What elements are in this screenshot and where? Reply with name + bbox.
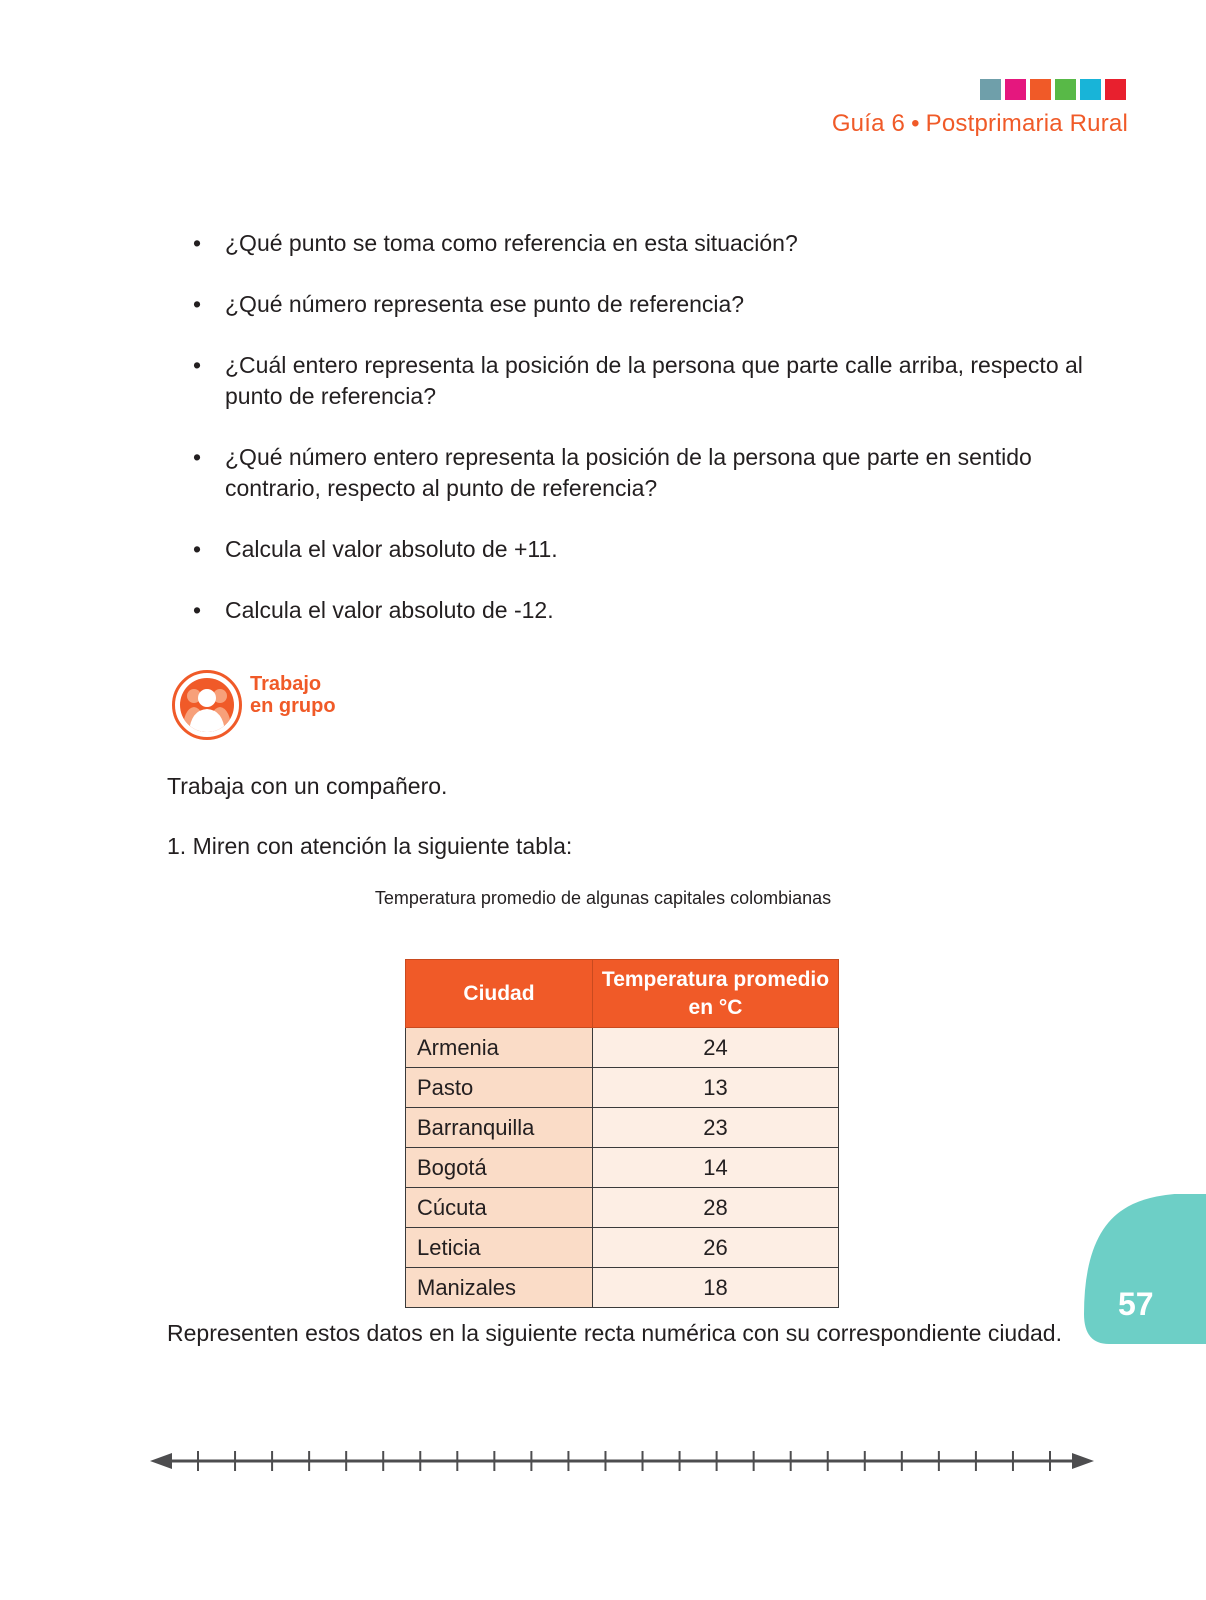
bullet-icon: •	[193, 291, 202, 317]
bullet-icon: •	[193, 352, 202, 378]
right-arrow-icon	[1072, 1453, 1094, 1469]
question-list	[193, 228, 1083, 656]
header-city: Ciudad	[406, 960, 593, 1028]
bullet-icon: •	[193, 536, 202, 562]
question-item	[193, 442, 1083, 504]
table-row	[406, 1108, 839, 1148]
temperature-cell: 28	[593, 1188, 839, 1228]
temperature-cell: 26	[593, 1228, 839, 1268]
city-cell: Pasto	[406, 1068, 593, 1108]
page-number: 57	[1118, 1286, 1154, 1322]
people-group-icon	[172, 670, 242, 740]
table-row	[406, 1228, 839, 1268]
question-text: ¿Cuál entero representa la posición de la persona que parte calle arriba, respecto al punto de referencia?	[225, 352, 1083, 409]
question-item	[193, 289, 1083, 320]
question-item	[193, 534, 1083, 565]
temperature-cell: 18	[593, 1268, 839, 1308]
question-text: ¿Qué punto se toma como referencia en esta situación?	[225, 230, 798, 256]
temperature-cell: 14	[593, 1148, 839, 1188]
temperature-cell: 13	[593, 1068, 839, 1108]
left-arrow-icon	[150, 1453, 172, 1469]
group-work-line1: Trabajo	[250, 673, 322, 695]
table-row	[406, 1148, 839, 1188]
page-header-title	[832, 110, 1128, 138]
temperature-cell: 24	[593, 1028, 839, 1068]
intro-text: Trabaja con un compañero.	[167, 773, 448, 799]
city-cell: Leticia	[406, 1228, 593, 1268]
question-item	[193, 350, 1083, 412]
city-cell: Bogotá	[406, 1148, 593, 1188]
table-title: Temperatura promedio de algunas capitales colombianas	[374, 888, 832, 908]
group-work-label	[250, 673, 336, 717]
temperature-cell: 23	[593, 1108, 839, 1148]
city-cell: Barranquilla	[406, 1108, 593, 1148]
step-one-text: 1. Miren con atención la siguiente tabla:	[167, 833, 573, 859]
color-swatch	[1055, 79, 1076, 100]
color-swatch	[1030, 79, 1051, 100]
color-swatch	[1005, 79, 1026, 100]
table-row	[406, 1068, 839, 1108]
guide-label: Guía 6	[831, 110, 906, 137]
color-swatch	[1080, 79, 1101, 100]
color-swatch	[1105, 79, 1126, 100]
bullet-icon: •	[193, 597, 202, 623]
representation-instruction: Representen estos datos en la siguiente recta numérica con su correspondiente ciudad.	[167, 1320, 1062, 1346]
group-work-badge	[172, 670, 372, 748]
city-cell: Manizales	[406, 1268, 593, 1308]
color-swatches	[980, 79, 1126, 100]
question-item	[193, 228, 1083, 259]
bullet-icon: •	[193, 230, 202, 256]
table-header-row	[406, 960, 839, 1028]
bullet-icon: •	[193, 444, 202, 470]
temperature-table	[405, 959, 839, 1308]
table-row	[406, 1188, 839, 1228]
question-text: Calcula el valor absoluto de +11.	[225, 536, 558, 562]
question-text: ¿Qué número entero representa la posición de la persona que parte en sentido contrario, respecto al punto de referencia?	[225, 444, 1032, 501]
table-row	[406, 1268, 839, 1308]
question-item	[193, 595, 1083, 626]
group-work-line2: en grupo	[250, 695, 336, 717]
question-text: Calcula el valor absoluto de -12.	[225, 597, 554, 623]
city-cell: Cúcuta	[406, 1188, 593, 1228]
header-separator: •	[911, 110, 920, 137]
number-line	[150, 1446, 1094, 1476]
color-swatch	[980, 79, 1001, 100]
city-cell: Armenia	[406, 1028, 593, 1068]
header-temperature: Temperatura promedio en °C	[593, 960, 839, 1028]
question-text: ¿Qué número representa ese punto de referencia?	[225, 291, 745, 317]
program-label: Postprimaria Rural	[925, 110, 1128, 137]
table-row	[406, 1028, 839, 1068]
